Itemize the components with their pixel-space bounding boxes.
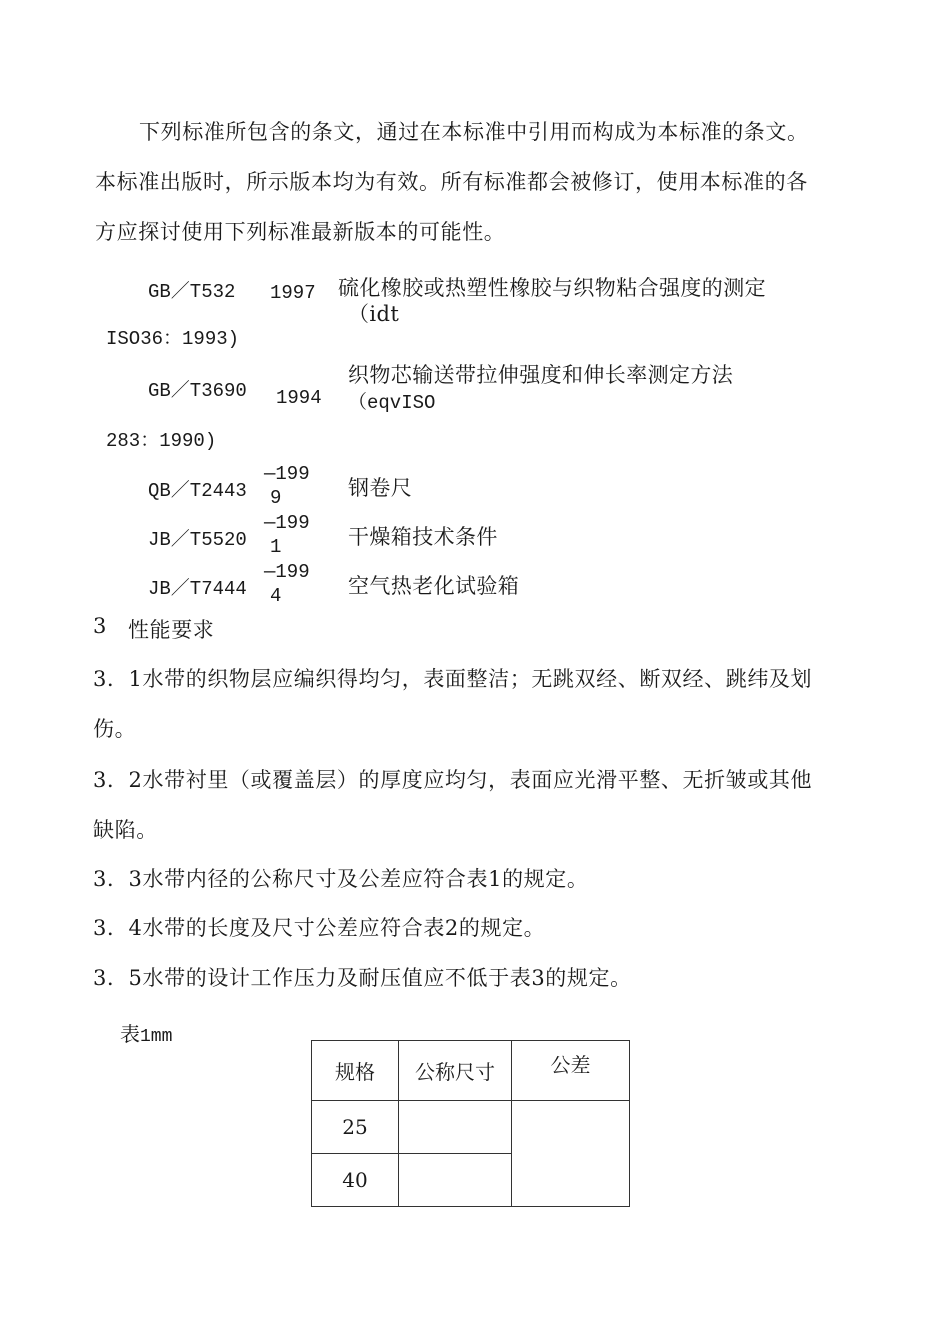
std-year-b: 4 xyxy=(270,585,282,607)
clause-line: 3．1水带的织物层应编织得均匀，表面整洁；无跳双经、断双经、跳纬及划 xyxy=(93,667,813,691)
std-title: 钢卷尺 xyxy=(348,476,413,500)
table-header-cell: 公差 xyxy=(512,1041,630,1101)
intro-line-2: 本标准出版时，所示版本均为有效。所有标准都会被修订，使用本标准的各 xyxy=(95,170,808,194)
std-year-b: 9 xyxy=(270,487,282,509)
std-year: 1997 xyxy=(270,282,316,304)
table-1 xyxy=(311,1040,630,1207)
intro-line-3: 方应探讨使用下列标准最新版本的可能性。 xyxy=(95,220,506,244)
std-year-b: 1 xyxy=(270,536,282,558)
std-title: 干燥箱技术条件 xyxy=(348,525,498,549)
clause-line: 3．4水带的长度及尺寸公差应符合表2的规定。 xyxy=(93,916,546,940)
std-code: GB／T3690 xyxy=(148,380,247,402)
table-cell-tolerance xyxy=(512,1101,630,1207)
table-unit: 1mm xyxy=(140,1027,173,1047)
table-caption xyxy=(120,1018,172,1047)
table-header-cell: 规格 xyxy=(312,1041,399,1101)
table-cell-nominal xyxy=(399,1154,512,1207)
table-cell-spec: 40 xyxy=(312,1154,399,1207)
std-title-line2: （eqvISO xyxy=(348,392,436,414)
table-caption-label: 表 xyxy=(120,1022,140,1046)
section-heading: 性能要求 xyxy=(128,618,215,642)
clause-line: 3．3水带内径的公称尺寸及公差应符合表1的规定。 xyxy=(93,867,589,891)
std-code: QB／T2443 xyxy=(148,480,247,502)
std-code: JB／T5520 xyxy=(148,529,247,551)
section-number: 3 xyxy=(93,614,107,638)
std-wrap: ISO36：1993) xyxy=(106,328,240,350)
table-header-row xyxy=(312,1041,630,1101)
std-year: 1994 xyxy=(276,387,322,409)
table-header-cell: 公称尺寸 xyxy=(399,1041,512,1101)
std-year-a: —199 xyxy=(264,512,310,534)
table-cell-spec: 25 xyxy=(312,1101,399,1154)
intro-line-1: 下列标准所包含的条文，通过在本标准中引用而构成为本标准的条文。 xyxy=(139,120,809,144)
clause-line: 3．5水带的设计工作压力及耐压值应不低于表3的规定。 xyxy=(93,966,632,990)
std-year-a: —199 xyxy=(264,561,310,583)
clause-line: 缺陷。 xyxy=(93,818,158,842)
std-code: JB／T7444 xyxy=(148,578,247,600)
clause-line: 伤。 xyxy=(93,717,137,741)
std-title: 硫化橡胶或热塑性橡胶与织物粘合强度的测定 xyxy=(338,276,766,300)
std-title: 织物芯输送带拉伸强度和伸长率测定方法 xyxy=(348,363,734,387)
std-title-cut: （idt xyxy=(348,302,400,326)
table-row xyxy=(312,1101,630,1154)
std-wrap: 283：1990) xyxy=(106,430,217,452)
clause-line: 3．2水带衬里（或覆盖层）的厚度应均匀，表面应光滑平整、无折皱或其他 xyxy=(93,768,813,792)
table-cell-nominal xyxy=(399,1101,512,1154)
std-title: 空气热老化试验箱 xyxy=(348,574,520,598)
std-code: GB／T532 xyxy=(148,281,236,303)
std-year-a: —199 xyxy=(264,463,310,485)
